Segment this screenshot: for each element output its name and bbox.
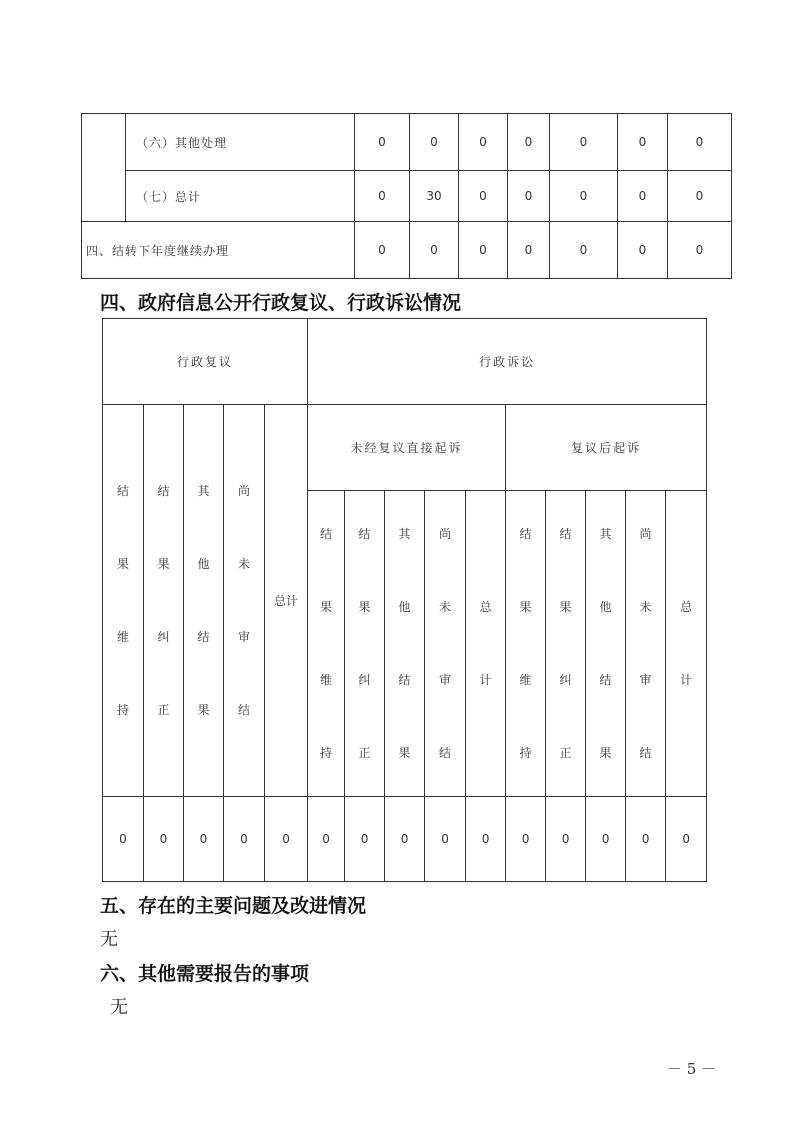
section4-heading: 四、政府信息公开行政复议、行政诉讼情况 [100, 292, 462, 314]
direct-col-pending: 尚 未 审 结 [425, 491, 466, 797]
cell-value: 30 [410, 171, 459, 222]
review-col-total: 总计 [265, 405, 308, 797]
cell-value: 0 [224, 797, 265, 882]
after-col-pending: 尚 未 审 结 [626, 491, 666, 797]
section5-text: 无 [100, 929, 118, 950]
cell-value: 0 [459, 222, 508, 279]
direct-suit-header: 未经复议直接起诉 [308, 405, 506, 491]
cell-value: 0 [103, 797, 144, 882]
row-label: （六）其他处理 [126, 114, 355, 171]
cell-value: 0 [410, 114, 459, 171]
litigation-header: 行政诉讼 [308, 319, 707, 405]
cell-value: 0 [550, 171, 618, 222]
row-label: （七）总计 [126, 171, 355, 222]
table-row [103, 797, 707, 882]
cell-value: 0 [308, 797, 345, 882]
cell-value: 0 [546, 797, 586, 882]
review-header: 行政复议 [103, 319, 308, 405]
section6-text: 无 [110, 997, 128, 1018]
cell-value: 0 [550, 114, 618, 171]
top-table [81, 113, 732, 279]
cell-value: 0 [355, 114, 410, 171]
review-litigation-table [102, 318, 707, 882]
after-col-other: 其 他 结 果 [586, 491, 626, 797]
cell-value: 0 [184, 797, 224, 882]
cell-value: 0 [666, 797, 707, 882]
after-col-upheld: 结 果 维 持 [506, 491, 546, 797]
review-col-pending: 尚 未 审 结 [224, 405, 265, 797]
cell-value: 0 [550, 222, 618, 279]
cell-value: 0 [144, 797, 184, 882]
cell-value: 0 [425, 797, 466, 882]
cell-value: 0 [668, 171, 732, 222]
table-row [82, 222, 732, 279]
cell-value: 0 [265, 797, 308, 882]
section6-heading: 六、其他需要报告的事项 [100, 963, 310, 985]
after-review-header: 复议后起诉 [506, 405, 707, 491]
direct-col-corrected: 结 果 纠 正 [345, 491, 385, 797]
cell-value: 0 [345, 797, 385, 882]
cell-value: 0 [668, 222, 732, 279]
cell-value: 0 [586, 797, 626, 882]
cell-value: 0 [508, 222, 550, 279]
cell-value: 0 [385, 797, 425, 882]
cell-value: 0 [355, 171, 410, 222]
direct-col-other: 其 他 结 果 [385, 491, 425, 797]
cell-value: 0 [355, 222, 410, 279]
section5-heading: 五、存在的主要问题及改进情况 [100, 895, 367, 917]
review-col-other: 其 他 结 果 [184, 405, 224, 797]
cell-value: 0 [618, 114, 668, 171]
after-col-total: 总 计 [666, 491, 707, 797]
cell-value: 0 [508, 114, 550, 171]
table-row [82, 171, 732, 222]
cell-value: 0 [466, 797, 506, 882]
direct-col-upheld: 结 果 维 持 [308, 491, 345, 797]
table-row [103, 405, 707, 491]
review-col-upheld: 结 果 维 持 [103, 405, 144, 797]
cell-value: 0 [668, 114, 732, 171]
cell-value: 0 [410, 222, 459, 279]
table-row [103, 319, 707, 405]
cell-value: 0 [618, 222, 668, 279]
cell-value: 0 [506, 797, 546, 882]
merged-left-cell [82, 114, 126, 222]
table-row [82, 114, 732, 171]
page-number: － 5 － [667, 1060, 717, 1078]
cell-value: 0 [508, 171, 550, 222]
after-col-corrected: 结 果 纠 正 [546, 491, 586, 797]
direct-col-total: 总 计 [466, 491, 506, 797]
review-col-corrected: 结 果 纠 正 [144, 405, 184, 797]
row-label: 四、结转下年度继续办理 [82, 222, 355, 279]
cell-value: 0 [626, 797, 666, 882]
cell-value: 0 [459, 171, 508, 222]
cell-value: 0 [618, 171, 668, 222]
cell-value: 0 [459, 114, 508, 171]
